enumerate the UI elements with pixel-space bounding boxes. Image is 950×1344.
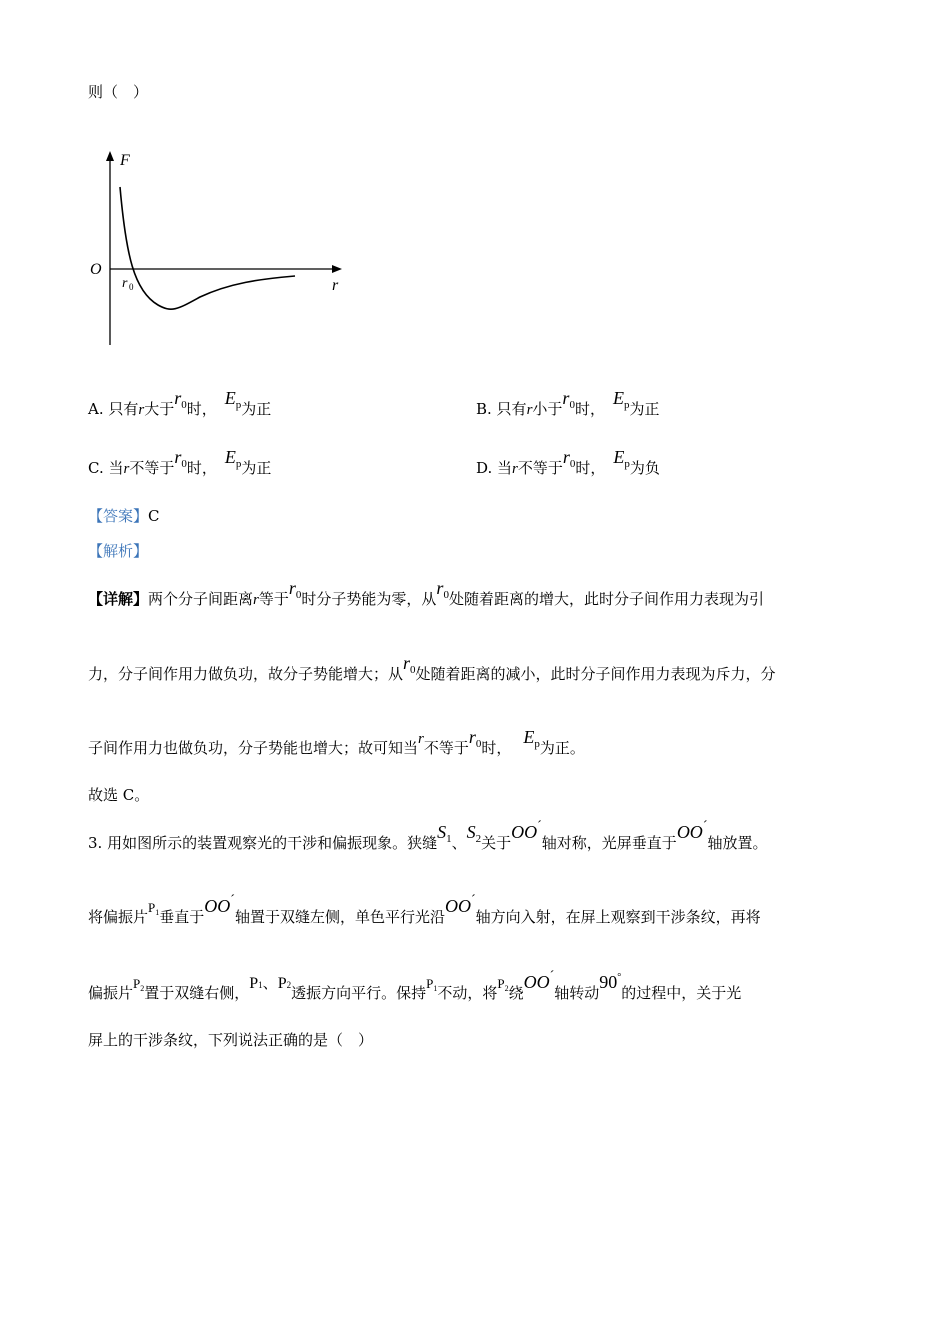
option-b[interactable] (476, 388, 660, 419)
r0-label-sub: 0 (129, 282, 134, 292)
q3-sep: 、 (262, 974, 278, 992)
q3-text: 轴对称，光屏垂直于 (541, 834, 677, 852)
option-d-prefix: D. 当 (476, 459, 513, 477)
answer-line (88, 506, 160, 526)
option-a-e: E (224, 388, 236, 408)
option-b-r0-sub: 0 (569, 399, 575, 411)
detail-r0: r (436, 578, 444, 598)
force-distance-graph (80, 145, 355, 355)
detail-r0-sub: 0 (295, 589, 302, 601)
detail-r0-sub: 0 (410, 664, 416, 676)
detail-text: 子间作用力也做负功，分子势能也增大；故可知当 (88, 739, 419, 757)
angle-value: 90 (599, 972, 618, 992)
option-c-r0: r (174, 447, 182, 467)
detail-r: r (418, 731, 424, 747)
q3-line-3 (88, 969, 742, 1006)
detail-line-3 (88, 727, 585, 760)
detail-r: r (253, 592, 259, 608)
oo-prime: ´ (702, 819, 708, 834)
detail-r0: r (403, 653, 411, 673)
q3-text: 轴放置。 (707, 834, 768, 852)
option-b-mid: 小于 (532, 400, 563, 418)
conclusion: 故选 C。 (88, 786, 150, 804)
option-b-e: E (612, 388, 624, 408)
detail-text: 两个分子间距离 (148, 590, 254, 608)
detail-text: 力，分子间作用力做负功，故分子势能增大；从 (88, 665, 404, 683)
s1-sub: 1 (446, 833, 452, 845)
oo-prime: ´ (230, 893, 235, 908)
detail-r0: r (468, 727, 476, 747)
r0-label: r (122, 276, 128, 291)
detail-e-sub: p (534, 738, 540, 750)
p2-sub: 2 (504, 984, 509, 993)
option-a-r0-sub: 0 (181, 399, 187, 411)
q3-text: 偏振片 (88, 984, 134, 1002)
detail-text: 处随着距离的减小，此时分子间作用力表现为斥力，分 (415, 665, 776, 683)
option-a-r: r (138, 402, 145, 418)
option-d-mid: 不等于 (517, 459, 563, 477)
y-axis-label: F (120, 152, 130, 169)
option-c-r: r (123, 461, 130, 477)
q3-text: 轴置于双缝左侧，单色平行光沿 (234, 908, 445, 926)
p2-symbol: P (133, 976, 141, 991)
option-a-time: 时， (186, 400, 217, 418)
option-a[interactable] (88, 388, 272, 419)
option-c-r0-sub: 0 (181, 458, 187, 470)
q3-text: 的过程中，关于光 (621, 984, 742, 1002)
y-axis-arrow-icon (106, 151, 114, 161)
oo-prime: ´ (470, 893, 476, 908)
detail-tag: 【详解】 (88, 590, 149, 608)
q3-text: 轴方向入射，在屏上观察到干涉条纹，再将 (475, 908, 761, 926)
p2-sub: 2 (286, 980, 292, 990)
question-stem-tail: 则（ ） (88, 83, 149, 101)
detail-text: 时， (481, 739, 512, 757)
option-d-end: 为负 (629, 459, 660, 477)
detail-r0-sub: 0 (475, 738, 482, 750)
option-b-r: r (526, 402, 533, 418)
p2-symbol: P (497, 976, 505, 991)
detail-line-1 (88, 578, 764, 611)
p2-sub: 2 (140, 984, 145, 993)
oo-prime: ´ (549, 969, 555, 984)
option-c[interactable] (88, 447, 272, 478)
option-a-end: 为正 (241, 400, 272, 418)
q3-text: 将偏振片 (88, 908, 149, 926)
answer-value: C (148, 507, 160, 525)
detail-text: 等于 (258, 590, 289, 608)
q3-sep: 、 (451, 834, 467, 852)
option-c-e-sub: p (235, 458, 242, 470)
x-axis-arrow-icon (332, 265, 342, 273)
oo-axis: OO (523, 972, 550, 992)
answer-tag: 【答案】 (88, 507, 149, 525)
p1-symbol: P (426, 976, 434, 991)
oo-axis: OO (511, 822, 538, 842)
option-b-time: 时， (574, 400, 605, 418)
analysis-tag: 【解析】 (88, 542, 149, 560)
option-a-r0: r (174, 388, 182, 408)
q3-text: 垂直于 (159, 908, 205, 926)
p2-symbol: P (277, 975, 287, 992)
option-d-r: r (512, 461, 518, 477)
option-d[interactable] (476, 447, 660, 478)
q3-text: 3. 用如图所示的装置观察光的干涉和偏振现象。狭缝 (88, 834, 438, 852)
oo-axis: OO (204, 896, 231, 916)
detail-r0-sub: 0 (443, 589, 449, 601)
p1-sub: 1 (433, 984, 438, 993)
force-curve (120, 187, 295, 309)
x-axis-label: r (332, 277, 339, 294)
option-b-prefix: B. 只有 (476, 400, 527, 418)
degree-symbol: ° (617, 972, 622, 983)
oo-prime: ´ (537, 819, 542, 834)
option-c-end: 为正 (241, 459, 272, 477)
oo-axis: OO (444, 896, 471, 916)
s2-symbol: S (466, 822, 476, 842)
option-c-prefix: C. 当 (88, 459, 124, 477)
option-d-e: E (613, 447, 625, 467)
q3-text: 轴转动 (554, 984, 600, 1002)
option-d-e-sub: p (624, 458, 630, 470)
origin-label: O (90, 261, 102, 278)
option-c-mid: 不等于 (129, 459, 175, 477)
p1-sub: 1 (155, 908, 160, 917)
s1-symbol: S (437, 822, 447, 842)
detail-line-2 (88, 653, 776, 686)
option-c-e: E (224, 447, 236, 467)
q3-text: 不动，将 (437, 984, 498, 1002)
q3-text: 透振方向平行。保持 (291, 984, 427, 1002)
option-d-r0: r (562, 447, 570, 467)
option-d-r0-sub: 0 (569, 458, 576, 470)
q3-line-2 (88, 893, 761, 930)
p1-symbol: P (249, 975, 259, 992)
q3-text: 置于双缝右侧， (144, 984, 250, 1002)
detail-text: 为正。 (539, 739, 585, 757)
detail-text: 不等于 (423, 739, 469, 757)
option-d-time: 时， (575, 459, 606, 477)
detail-text: 处随着距离的增大，此时分子间作用力表现为引 (448, 590, 764, 608)
detail-text: 时分子势能为零，从 (301, 590, 437, 608)
option-a-mid: 大于 (144, 400, 175, 418)
s2-sub: 2 (475, 833, 482, 845)
option-c-time: 时， (186, 459, 217, 477)
q3-line-4: 屏上的干涉条纹，下列说法正确的是（ ） (88, 1031, 374, 1049)
oo-axis: OO (676, 822, 703, 842)
option-a-e-sub: p (235, 399, 242, 411)
p1-sub: 1 (258, 980, 263, 990)
option-b-e-sub: p (623, 399, 630, 411)
option-b-end: 为正 (629, 400, 660, 418)
option-b-r0: r (562, 388, 570, 408)
q3-line-1 (88, 819, 768, 855)
q3-text: 绕 (508, 984, 524, 1002)
option-a-prefix: A. 只有 (88, 400, 139, 418)
detail-e: E (523, 727, 535, 747)
q3-text: 关于 (481, 834, 512, 852)
detail-r0: r (288, 578, 296, 598)
p1-symbol: P (148, 900, 156, 915)
